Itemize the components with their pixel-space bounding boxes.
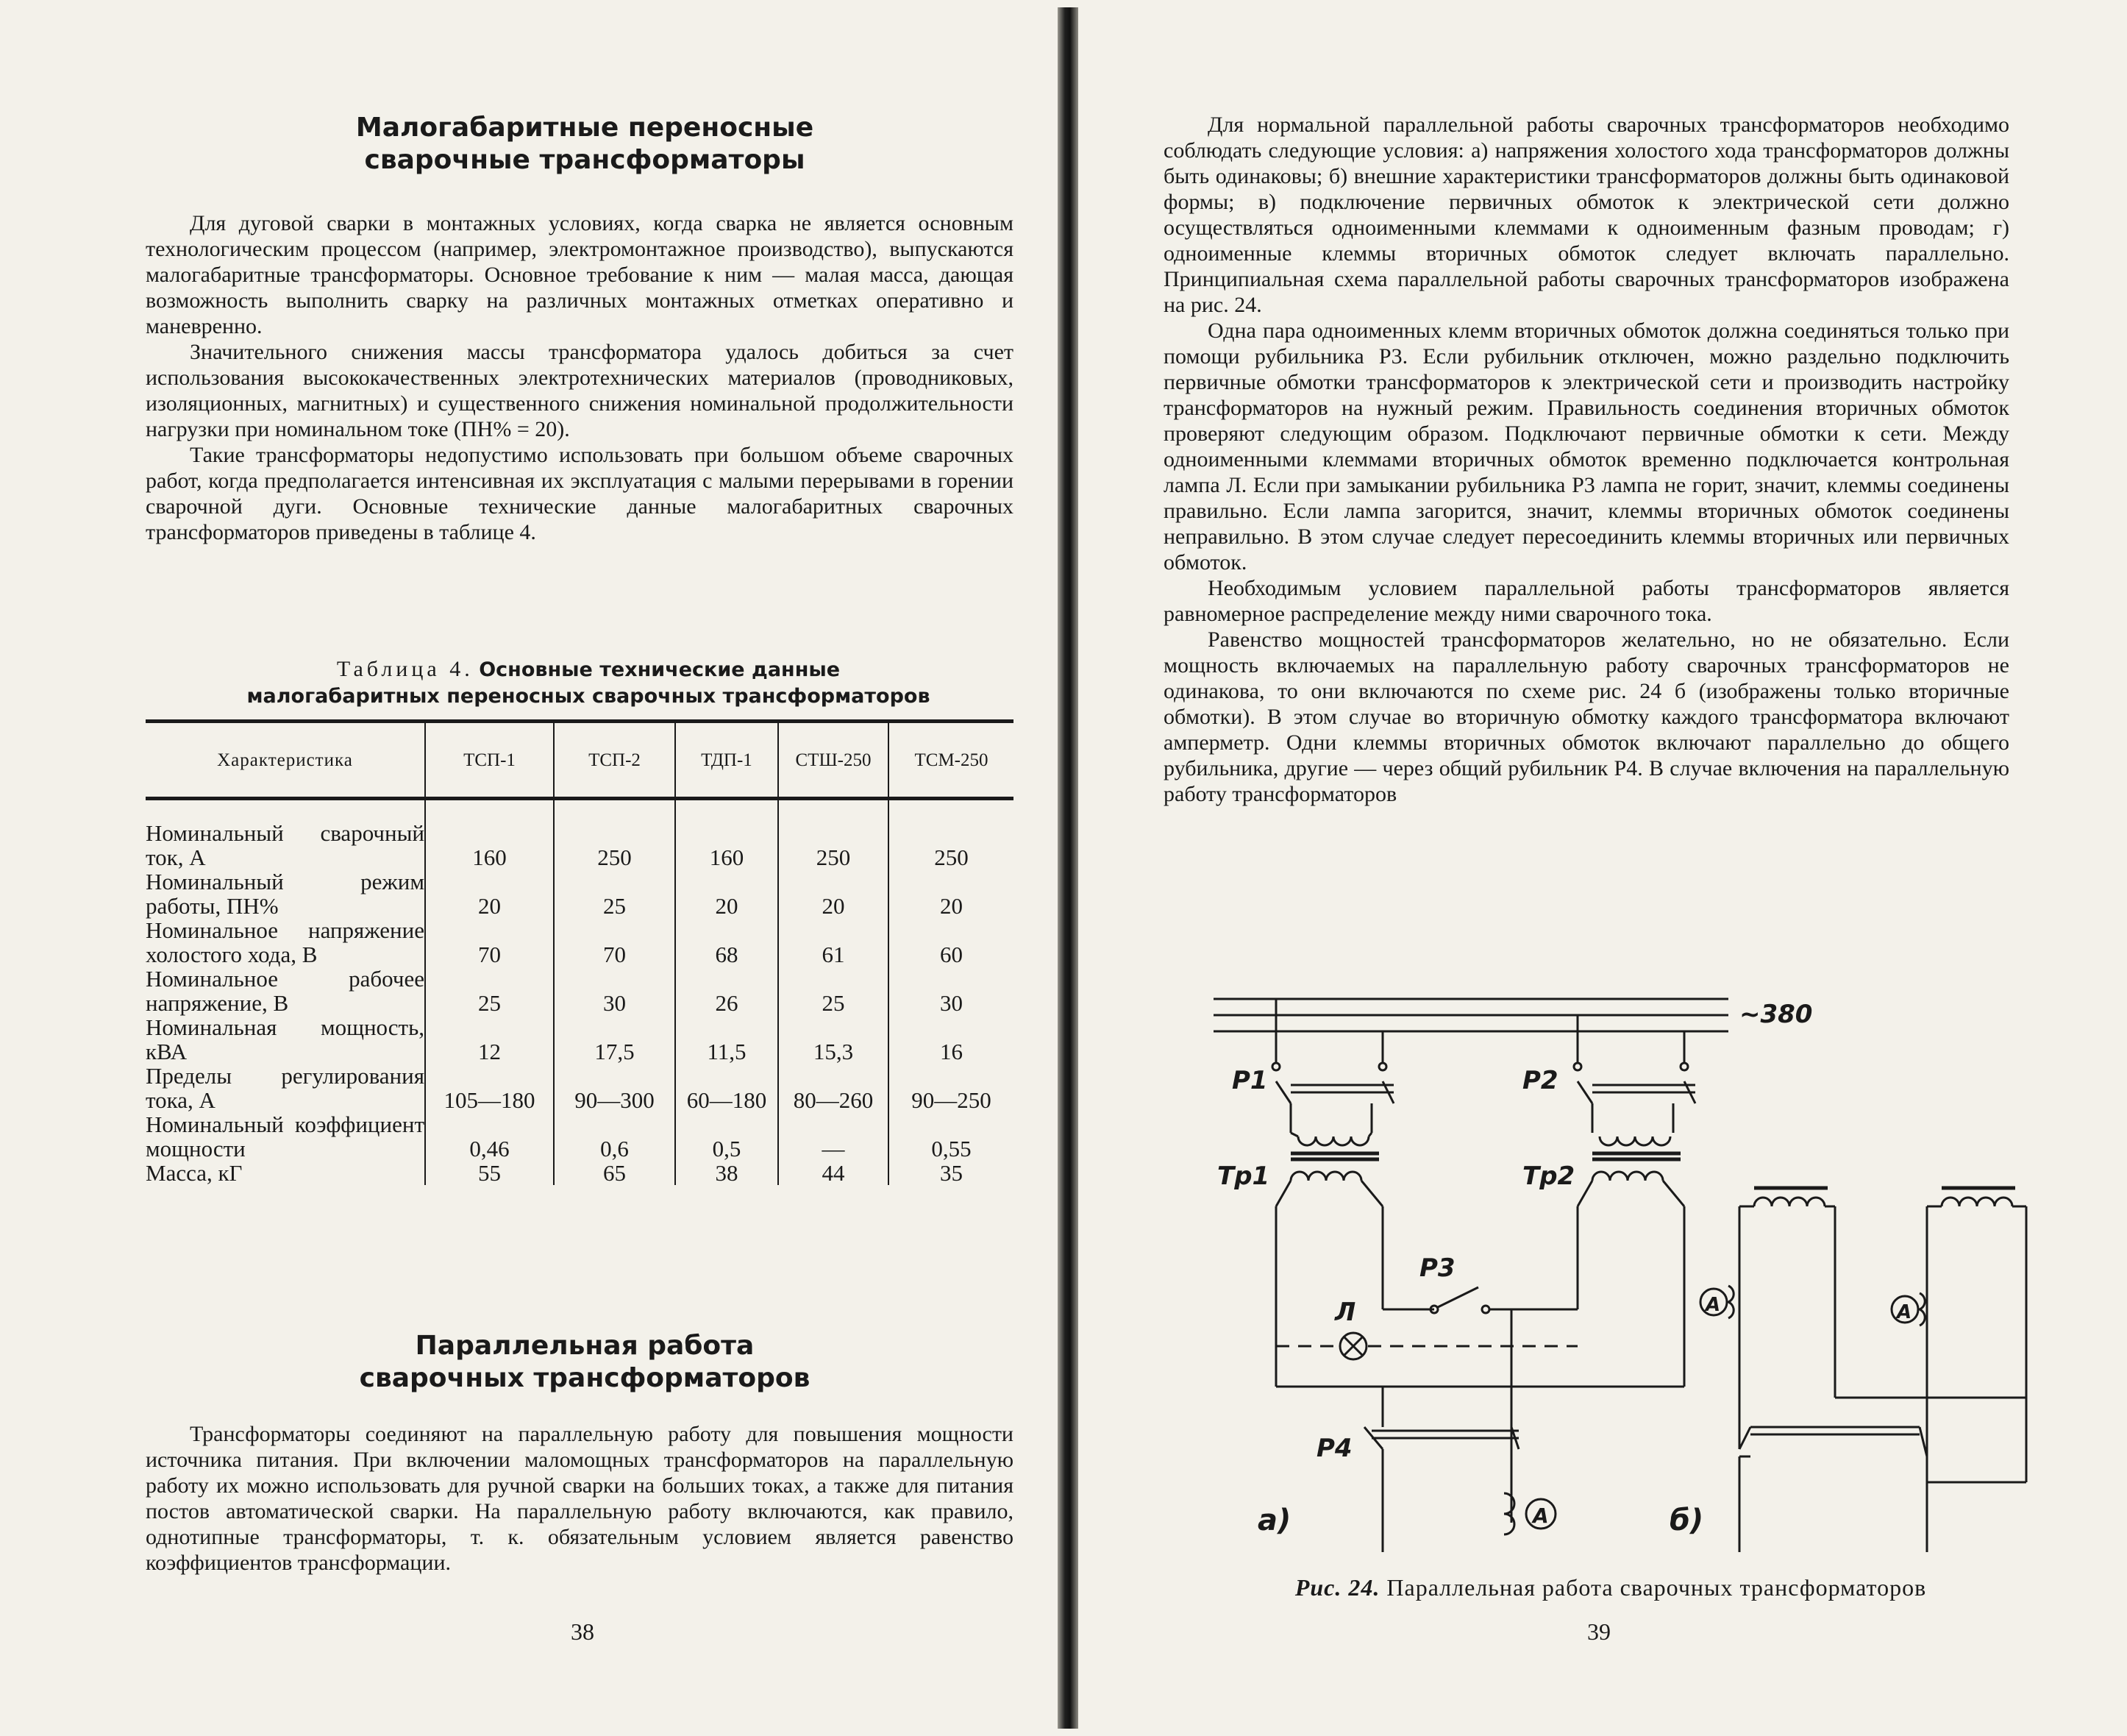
table-cell: 26 [675,967,778,1015]
contact [1482,1306,1489,1313]
section1-title-line2: сварочные трансформаторы [364,145,805,175]
row-label: Номинальный режим работы, ПН% [146,869,424,919]
table-cell: 65 [554,1161,675,1185]
table-header: ТДП-1 [675,722,778,799]
section2-title-line2: сварочных трансформаторов [359,1363,810,1393]
contact [1379,1063,1386,1070]
tr2-label: Тр2 [1522,1162,1575,1191]
row-label: Масса, кГ [146,1160,243,1186]
wire [1369,1133,1372,1136]
contact [1272,1063,1280,1070]
p3-blade [1438,1287,1478,1307]
section1-title-line1: Малогабаритные переносные [355,113,814,143]
table-header: СТШ-250 [778,722,888,799]
tr1-label: Тр1 [1217,1162,1270,1191]
primary-coil [1298,1136,1369,1145]
paragraph: Такие трансформаторы недопустимо использовать при большом объеме сварочных работ, когда предполагается интенсивная их эксплуатация с малыми перерывами в горении сварочной дуги. Основные технические данные малогабаритных сварочных трансформаторов приведены в таблице 4. [146,443,1013,544]
page-number: 38 [571,1618,594,1645]
ammeter-shunt [1728,1286,1734,1318]
wire [1578,1181,1592,1206]
section1-title [221,112,949,177]
table-cell: 0,46 [425,1112,554,1161]
table-cell: 60—180 [675,1064,778,1112]
table-cell: 250 [778,799,888,870]
switch-blade [1276,1081,1291,1103]
row-label: Пределы регулирования тока, А [146,1063,424,1113]
table-header-row [146,722,1013,799]
table-cell: 250 [888,799,1013,870]
wire [1276,1181,1291,1206]
table-cell: 38 [675,1161,778,1185]
paragraph: Значительного снижения массы трансформатора удалось добиться за счет использования высококачественных электротехнических материалов (проводниковых, изоляционных, магнитных) и существенного снижения номинальной продолжительности нагрузки при номинальном токе (ПН% = 20). [146,340,1013,441]
figure-caption [1206,1574,2015,1601]
table-cell: 17,5 [554,1015,675,1064]
table-header: ТСП-2 [554,722,675,799]
table-cell: 12 [425,1015,554,1064]
paragraph: Одна пара одноименных клемм вторичных обмоток должна соединяться только при помощи рубильника Р3. Если рубильник отключен, можно раздельно подключить первичные обмотки трансформаторов к электрической сети и производить настройку трансформаторов на нужный режим. Правильность соединения вторичных обмоток проверяют следующим образом. Подключают первичные обмотки к сети. Между одноименными клеммами вторичных обмоток временно подключается контрольная лампа Л. Если при замыкании рубильника Р3 лампа не горит, значит, клеммы соединены правильно. Если лампа загорится, значит, клеммы вторичных обмоток соединены неправильно. В этом случае следует пересоединить клеммы вторичных или первичных обмоток. [1164,319,2009,574]
table-cell: 20 [675,869,778,918]
table-cell: 105—180 [425,1064,554,1112]
table-row [146,799,1013,870]
table-row [146,967,1013,1015]
right-body [1164,112,2009,807]
table-cell: 68 [675,918,778,967]
row-label: Номинальное рабочее напряжение, В [146,966,424,1016]
caption-prefix: Рис. 24. [1294,1574,1380,1601]
table-row [146,1112,1013,1161]
table-title-line2: малогабаритных переносных сварочных трансформаторов [246,685,930,708]
table-row [146,869,1013,918]
contact [1681,1063,1688,1070]
table-header: ТСП-1 [425,722,554,799]
ammeter-shunt [1920,1293,1925,1326]
caption-text: Параллельная работа сварочных трансформаторов [1386,1574,1927,1601]
part-a-label: а) [1258,1504,1291,1537]
section2-body [146,1421,1013,1576]
table-cell: 160 [425,799,554,870]
secondary-coil [1592,1172,1663,1181]
p4-label: P4 [1317,1434,1353,1463]
voltage-label: ~380 [1739,1000,1813,1029]
p3-label: P3 [1419,1253,1456,1283]
paragraph: Необходимым условием параллельной работы трансформаторов является равномерное распределение между ними сварочного тока. [1164,576,2009,626]
circuit-diagram [1169,986,2089,1567]
ammeter-shunt [1504,1493,1514,1534]
p2-label: P2 [1522,1066,1558,1095]
table-cell: 160 [675,799,778,870]
table-cell: 61 [778,918,888,967]
contact [1574,1063,1581,1070]
paragraph: Для нормальной параллельной работы сварочных трансформаторов необходимо соблюдать следующие условия: а) напряжения холостого хода трансформаторов должны быть одинаковы; б) внешние характеристики трансформаторов должны быть одинаковой формы; в) подключение первичных обмоток к электрической сети должно осуществляться одноименными клеммами к одноименным фазным проводам; г) одноименные клеммы вторичных обмоток следует включать параллельно. Принципиальная схема параллельной работы сварочных трансформаторов изображена на рис. 24. [1164,113,2009,317]
switch-blade [1578,1081,1592,1103]
table-cell: 55 [425,1161,554,1185]
ammeter-label: A [1533,1504,1549,1528]
table-cell: 20 [425,869,554,918]
table-cell: 250 [554,799,675,870]
left-page [0,0,1059,1736]
table-cell: 0,55 [888,1112,1013,1161]
table-cell: 90—300 [554,1064,675,1112]
table-cell: 60 [888,918,1013,967]
table-cell: 15,3 [778,1015,888,1064]
part-b-label: б) [1670,1504,1704,1537]
table-cell: 25 [425,967,554,1015]
section2-title [221,1330,949,1395]
wire [1663,1181,1684,1206]
table-header: ТСМ-250 [888,722,1013,799]
paragraph: Трансформаторы соединяют на параллельную работу для повышения мощности источника питания. При включении маломощных трансформаторов на параллельную работу их можно использовать для ручной сварки на больших токах, а также для питания постов автоматической сварки. На параллельную работу включаются, как правило, однотипные трансформаторы, т. к. обязательным условием является равенство коэффициентов трансформации. [146,1422,1013,1575]
table-cell: 0,6 [554,1112,675,1161]
table-cell: 25 [778,967,888,1015]
table-row [146,1064,1013,1112]
ammeter-label: A [1897,1301,1912,1323]
paragraph: Для дуговой сварки в монтажных условиях, когда сварка не является основным технологическим процессом (например, электромонтажное производство), выпускаются малогабаритные трансформаторы. Основное требование к ним — малая масса, дающая возможность выполнить сварку на различных монтажных отметках оперативно и маневренно. [146,211,1013,338]
page-number: 39 [1587,1618,1611,1645]
table-cell: 30 [554,967,675,1015]
table-cell: — [778,1112,888,1161]
wire [1361,1181,1383,1206]
table-cell: 16 [888,1015,1013,1064]
table-cell: 80—260 [778,1064,888,1112]
table-cell: 20 [888,869,1013,918]
table-cell: 35 [888,1161,1013,1185]
table-cell: 44 [778,1161,888,1185]
lamp-label: Л [1335,1298,1356,1327]
table-cell: 30 [888,967,1013,1015]
table-cell: 20 [778,869,888,918]
table-cell: 70 [554,918,675,967]
row-label: Номинальный коэффициент мощности [146,1111,424,1162]
switch-blade [1739,1427,1750,1449]
secondary-coil [1291,1172,1361,1181]
table-cell: 0,5 [675,1112,778,1161]
table-header: Характеристика [146,722,425,799]
table-title [147,656,1030,709]
section2-title-line1: Параллельная работа [415,1331,755,1361]
row-label: Номинальное напряжение холостого хода, В [146,917,424,967]
table-title-line1: Основные технические данные [479,658,841,681]
paragraph: Равенство мощностей трансформаторов желательно, но не обязательно. Если мощность включаемых на параллельную работу сварочных трансформаторов не одинакова, то они включаются по схеме рис. 24 б (изображены только вторичные обмотки). В этом случае во вторичную обмотку каждого трансформатора включают амперметр. Одни клеммы вторичных обмоток включают параллельно до общего рубильника, другие — через общий рубильник Р4. В случае включения на параллельную работу трансформаторов [1164,627,2009,806]
row-label: Номинальная мощность, кВА [146,1014,424,1064]
secondary-coil [1754,1198,1825,1206]
table-cell: 70 [425,918,554,967]
spec-table [146,719,1013,1185]
primary-coil [1600,1136,1670,1145]
table-cell: 11,5 [675,1015,778,1064]
table-row [146,1161,1013,1185]
section1-body [146,210,1013,545]
p1-label: P1 [1232,1066,1268,1095]
table-row [146,1015,1013,1064]
table-title-prefix: Таблица 4. [336,657,474,681]
table-row [146,918,1013,967]
table-cell: 90—250 [888,1064,1013,1112]
secondary-coil [1942,1198,2012,1206]
wire [1291,1133,1298,1136]
ammeter-label: A [1706,1294,1721,1316]
table-cell: 25 [554,869,675,918]
row-label: Номинальный сварочный ток, А [146,820,424,870]
